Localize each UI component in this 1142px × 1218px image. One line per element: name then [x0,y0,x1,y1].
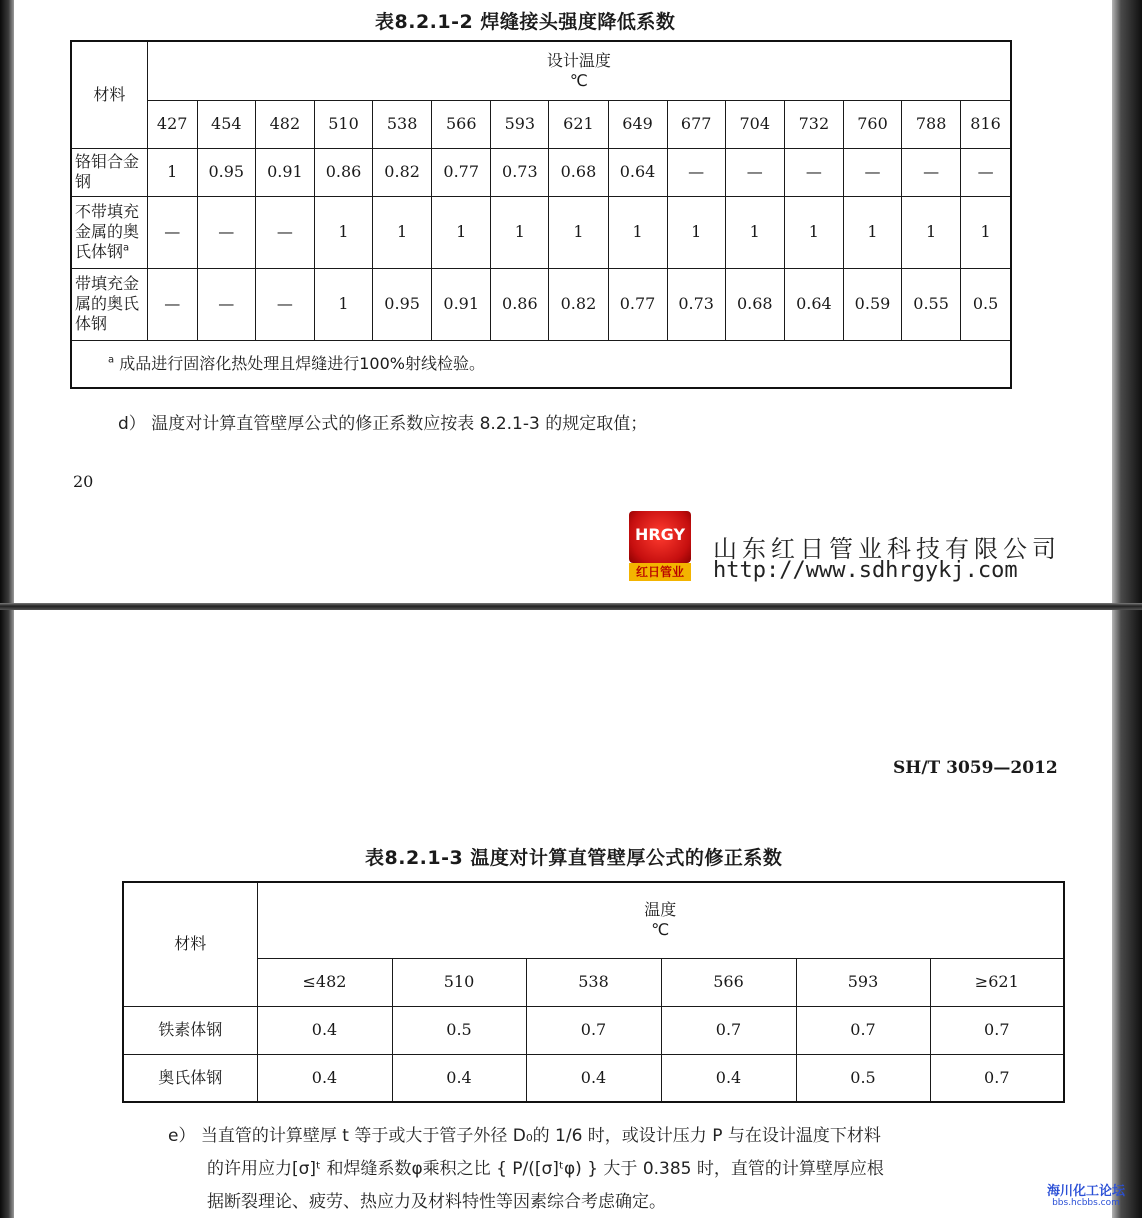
value-cell: 1 [784,196,843,268]
table-caption-8-2-1-2: 表8.2.1-2 焊缝接头强度降低系数 [375,11,676,33]
design-temp-header-unit: ℃ [569,70,588,90]
value-cell: 0.4 [392,1054,526,1102]
value-cell: 0.91 [432,268,491,340]
paragraph-e-line1: e） 当直管的计算壁厚 t 等于或大于管子外径 D₀的 1/6 时，或设计压力 P 与在设计温度下材料 [168,1126,881,1146]
value-cell: 1 [147,148,197,196]
design-temp-header [147,41,1011,100]
logo-text: HRGY [634,525,686,544]
company-logo [629,511,691,581]
page-divider [0,603,1142,610]
footnote-text: 成品进行固溶化热处理且焊缝进行100%射线检验。 [119,353,485,373]
value-cell: 0.77 [608,268,667,340]
watermark-title: 海川化工论坛 [1046,1184,1125,1199]
thickness-correction-table [122,881,1065,1103]
value-cell: 0.73 [667,268,725,340]
temp-cell: 427 [147,100,197,148]
value-cell: 0.5 [392,1006,526,1054]
value-cell: 0.7 [930,1006,1064,1054]
value-cell: 1 [373,196,432,268]
value-cell: 1 [314,268,372,340]
temp-cell: 621 [549,100,608,148]
material-cell [71,148,147,196]
value-cell: — [255,268,314,340]
value-cell: 1 [314,196,372,268]
value-cell: — [147,196,197,268]
value-cell: 1 [902,196,961,268]
value-cell: 0.7 [796,1006,930,1054]
temp-cell: ≥621 [930,958,1064,1006]
value-cell: 1 [608,196,667,268]
value-cell: 0.5 [961,268,1011,340]
table-caption-8-2-1-3: 表8.2.1-3 温度对计算直管壁厚公式的修正系数 [365,847,783,869]
value-cell: — [147,268,197,340]
value-cell: 0.5 [796,1054,930,1102]
value-cell: 0.4 [526,1054,661,1102]
value-cell: — [197,268,255,340]
temp-cell: 593 [796,958,930,1006]
value-cell: 0.4 [257,1054,392,1102]
value-cell: 0.7 [526,1006,661,1054]
value-cell: 0.55 [902,268,961,340]
value-cell: 0.77 [432,148,491,196]
material-cell [71,196,147,268]
temp-cell: 510 [314,100,372,148]
temp-cell: 816 [961,100,1011,148]
value-cell: — [902,148,961,196]
temp-header [257,882,1064,958]
material-header: 材料 [71,41,147,148]
temp-cell: 510 [392,958,526,1006]
value-cell: 0.86 [314,148,372,196]
paragraph-e-line2: 的许用应力[σ]ᵗ 和焊缝系数φ乘积之比 { P/([σ]ᵗφ) } 大于 0.385 时，直管的计算壁厚应根 [207,1159,884,1179]
standard-code: SH/T 3059—2012 [893,758,1058,778]
value-cell: — [255,196,314,268]
temp-cell: 704 [725,100,784,148]
forum-watermark [1038,1185,1134,1209]
logo-subtext: 红日管业 [629,563,691,581]
value-cell: 1 [432,196,491,268]
value-cell: 0.7 [930,1054,1064,1102]
value-cell: 0.86 [491,268,549,340]
value-cell: 0.91 [255,148,314,196]
material-name: 铬钼合金钢 [75,152,140,191]
value-cell: 0.7 [661,1006,796,1054]
value-cell: 0.95 [197,148,255,196]
material-cell: 奥氏体钢 [123,1054,257,1102]
value-cell: — [843,148,901,196]
temp-cell: 649 [608,100,667,148]
value-cell: — [197,196,255,268]
value-cell: 0.82 [373,148,432,196]
design-temp-header-label: 设计温度 [546,50,611,70]
temp-cell: 538 [526,958,661,1006]
value-cell: 0.68 [549,148,608,196]
value-cell: 0.4 [661,1054,796,1102]
temp-cell: 538 [373,100,432,148]
temp-cell: 566 [661,958,796,1006]
value-cell: 0.4 [257,1006,392,1054]
temp-cell: 677 [667,100,725,148]
value-cell: 1 [725,196,784,268]
temp-cell: 760 [843,100,901,148]
temp-header-unit: ℃ [651,920,670,940]
table-footnote [71,340,1011,388]
material-name: 不带填充金属的奥氏体钢 [75,202,140,261]
value-cell: 1 [549,196,608,268]
temp-cell: 454 [197,100,255,148]
value-cell: 1 [843,196,901,268]
value-cell: 0.64 [608,148,667,196]
company-url[interactable]: http://www.sdhrgykj.com [713,558,1018,583]
value-cell: — [725,148,784,196]
value-cell: — [667,148,725,196]
value-cell: — [961,148,1011,196]
watermark-url: bbs.hcbbs.com [1052,1198,1120,1209]
value-cell: 1 [667,196,725,268]
value-cell: 0.59 [843,268,901,340]
value-cell: 0.95 [373,268,432,340]
material-footnote-mark: a [123,242,130,254]
temp-cell: ≤482 [257,958,392,1006]
paragraph-e-line3: 据断裂理论、疲劳、热应力及材料特性等因素综合考虑确定。 [207,1192,666,1212]
value-cell: 0.73 [491,148,549,196]
temp-cell: 482 [255,100,314,148]
page-number: 20 [73,472,94,491]
material-header-2: 材料 [123,882,257,1006]
value-cell: 0.68 [725,268,784,340]
value-cell: 1 [961,196,1011,268]
value-cell: — [784,148,843,196]
material-cell [71,268,147,340]
paragraph-d: d） 温度对计算直管壁厚公式的修正系数应按表 8.2.1-3 的规定取值； [118,414,648,434]
material-cell: 铁素体钢 [123,1006,257,1054]
weld-strength-table [70,40,1012,389]
temp-cell: 732 [784,100,843,148]
temp-cell: 788 [902,100,961,148]
value-cell: 1 [491,196,549,268]
material-name: 带填充金属的奥氏体钢 [75,274,140,333]
temp-cell: 566 [432,100,491,148]
footnote-mark: a [108,354,115,366]
company-name: 山东红日管业科技有限公司 [713,535,1061,563]
value-cell: 0.64 [784,268,843,340]
temp-header-label: 温度 [644,900,677,920]
temp-cell: 593 [491,100,549,148]
value-cell: 0.82 [549,268,608,340]
